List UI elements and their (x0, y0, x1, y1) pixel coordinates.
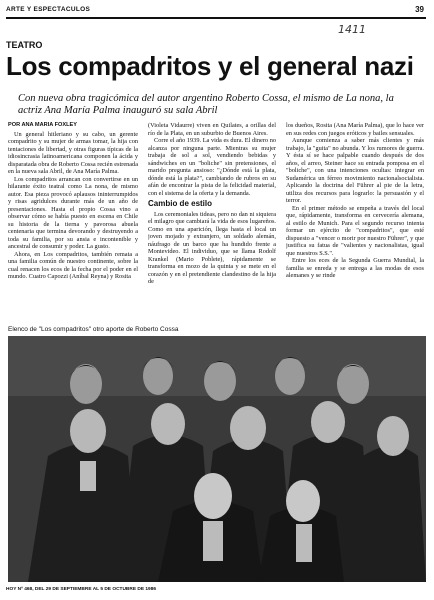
page-number: 39 (415, 5, 424, 14)
article-headline: Los compadritos y el general nazi (6, 51, 414, 81)
paragraph: Ahora, en Los compadritos, también remata a una familia común de nuestro continente, sobre la cual renacen los ecos de la fecha por el poder en el mundo. Cuatro Capozzi (Aníbal Reyna) y Rosita (8, 250, 138, 280)
cast-photo-image (8, 336, 426, 582)
article-kicker: TEATRO (6, 40, 43, 50)
section-label: ARTE Y ESPECTACULOS (6, 6, 91, 13)
paragraph: Corre el año 1939. La vida es dura. El dinero no alcanza por ninguna parte. Mientras su mujer trabaja de sol a sol, vendiendo bebidas y sándwiches en un "boliche" sin pretensiones, el marido pregunta ansioso: "¿Dónde está la plata, dónde está la plata?", cambiando de rubros en su afán de encontrar la pista de la felicidad material, con el sistema de la oferta y la demanda. (148, 137, 276, 197)
paragraph: En el primer método se empeña a través del local que, rápidamente, transforma en cervecería alemana, al estilo de Munich. Para el segundo recurso intenta formar un ejército de "compadritos", que esté dispuesto a "vencer o morir por nuestro Führer", y que justifica su fatua de "valientes y nacionalistas, igual que nuestros S.S.". (286, 204, 424, 257)
cast-photo (8, 336, 426, 582)
article-column-3 (286, 122, 424, 322)
handwritten-note: 1411 (338, 23, 366, 36)
paragraph: Los compadritos arrancan con convertirse en un hilarante éxito teatral como La nona, de mismo autor. Esa pieza provocó aplausos ininterrumpidos y risas agridulces durante más de un año de presentaciones. Hasta el propio Cossa vino a observar cómo se había puesto en escena en Chile su historia de la tierna y pavorosa abuela centenaria que termina devorando y destruyendo a toda su familia, por su ansia e incontenible y ancestral de consumir y poder. La gusto. (8, 175, 138, 250)
paragraph: Un general hitleriano y su cabo, un gerente compadrito y su mujer de armas tomar, la hija con tentaciones de libertad, y otras figuras típicas de la idiosincrasia latinoamericana componen la ácida y disparatada obra de Roberto Cossa recién estrenada en la nueva sala Abril, de Ana María Palma. (8, 130, 138, 175)
article-column-1 (8, 122, 138, 322)
paragraph: Aunque comienza a saber más clientes y más trabajo, la "guita" no abunda. Y los rumores de guerra. Y ésta sí se hace palpable cuando después de dos años, el arreo, Steiner hace su entrada pomposa en el "boliche", con una intenciones ocultas: integrar en Sudamérica un férreo movimiento nacionalsocialista. Aplicando la doctrina del Führer al pie de la letra, utiliza dos recursos para lograrlo: la persuasión y el terror. (286, 137, 424, 204)
issue-footer: HOY Nº 468, DEL 29 DE SEPTIEMBRE AL 5 DE OCTUBRE DE 1986 (6, 587, 157, 592)
header-rule (6, 17, 426, 19)
article-subtitle: Con nueva obra tragicómica del autor argentino Roberto Cossa, el mismo de La nona, la actriz Ana María Palma inauguró su sala Abril (18, 93, 394, 116)
article-byline: POR ANA MARIA FOXLEY (8, 122, 77, 128)
paragraph: (Violeta Vidaurre) viven en Quilates, a orillas del río de la Plata, en un suburbio de Buenos Aires. (148, 122, 276, 137)
paragraph: Los ceremoniales tideas, pero no dan ni siquiera el milagro que cambiará la vida de esos lugareños. Como en una aparición, llega hasta el local un joven mojado y extranjero, un soldado alemán, náufrago de un barco que ha hundido frente a Montevideo. El individuo, que se llama Rodolf Krankel (Mario Poblete), rápidamente se transforma en mozo de la quinta y se mete en el corazón y en el pretendiente clandestino de la hija de (148, 210, 276, 285)
paragraph: los dueños, Rosita (Ana María Palma), que lo hace ver en sus redes con juegos eróticos y bailes sensuales. (286, 122, 424, 137)
section-subhead: Cambio de estilo (148, 199, 213, 208)
article-column-2 (148, 122, 276, 322)
photo-caption: Elenco de "Los compadritos" otro aporte de Roberto Cossa (8, 326, 179, 333)
paragraph: Entre los eces de la Segunda Guerra Mundial, la familia se enreda y se entrega a las modas de esos alemanes y se rinde (286, 257, 424, 279)
